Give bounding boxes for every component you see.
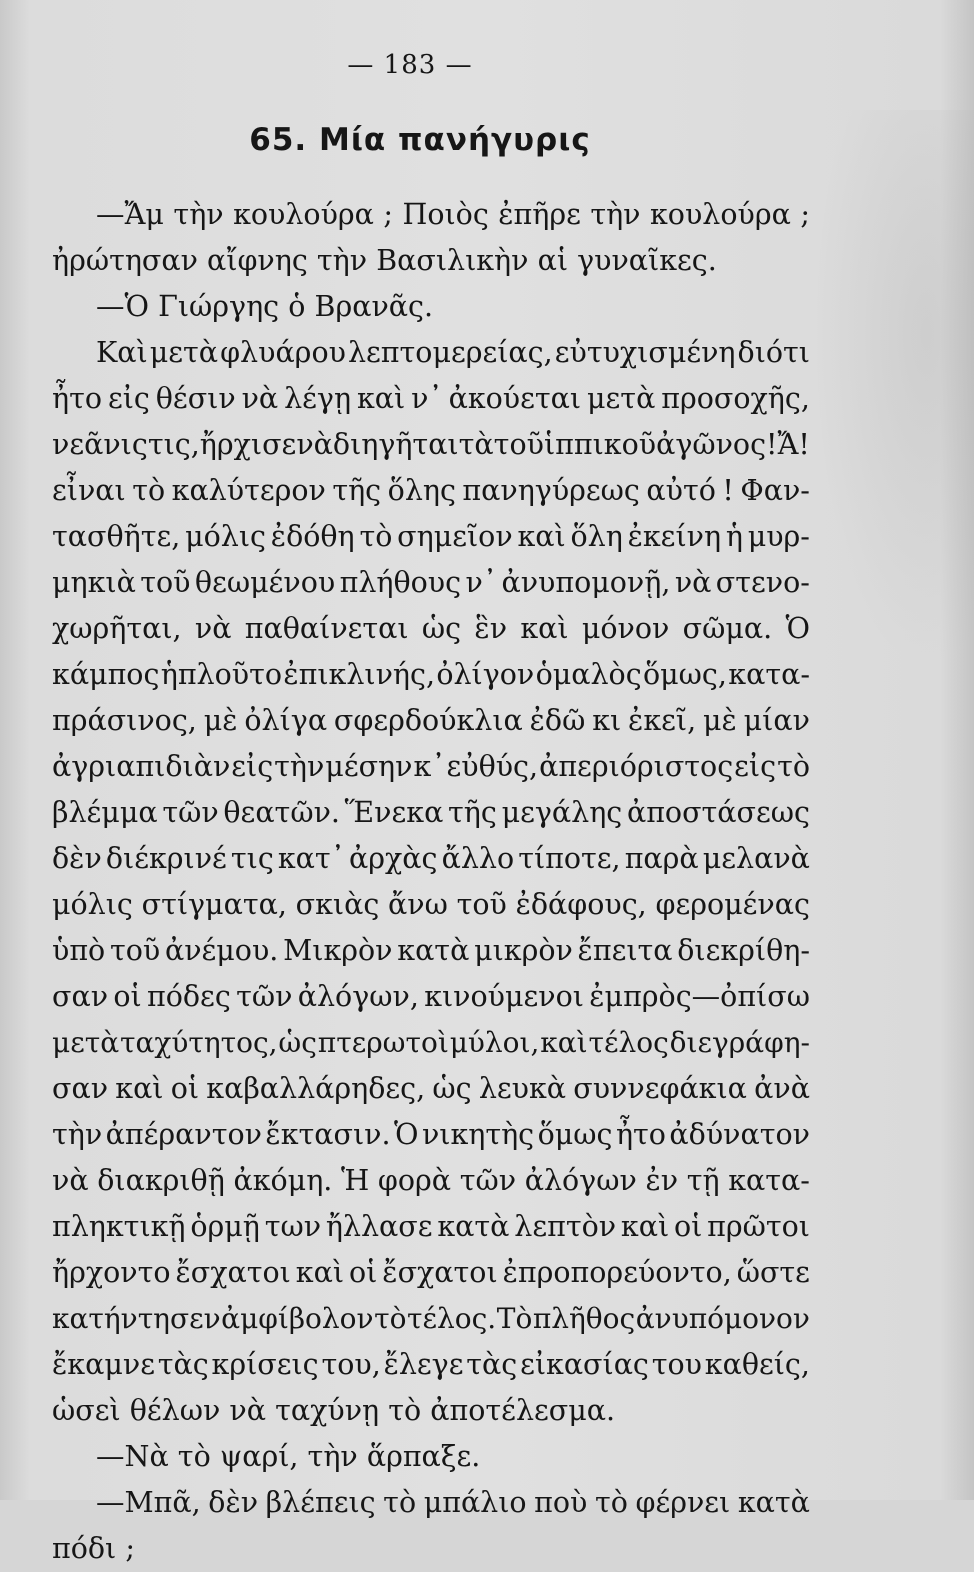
- text-line: ἠρώτησαν αἴφνης τὴν Βασιλικὴν αἱ γυναῖκες.: [52, 244, 717, 277]
- text-line: νὰ διακριθῇ ἀκόμη. Ἡ φορὰ τῶν ἀλόγων ἐν τῇ κατα-: [52, 1164, 810, 1197]
- text-line: —Ἄμ τὴν κουλούρα ; Ποιὸς ἐπῆρε τὴν κουλούρα ;: [96, 198, 810, 231]
- text-line: τὴν ἀπέραντον ἔκτασιν. Ὁ νικητὴς ὅμως ἦτο ἀδύνατον: [52, 1118, 810, 1151]
- text-line: —Νὰ τὸ ψαρί, τὴν ἅρπαξε.: [96, 1440, 481, 1473]
- text-line: ἦτο εἰς θέσιν νὰ λέγῃ καὶ ν᾽ ἀκούεται μετὰ προσοχῆς,: [52, 382, 810, 415]
- body-text: [52, 192, 810, 1572]
- text-line: πόδι ;: [52, 1532, 135, 1565]
- text-line: ἀγριαπιδιὰν εἰς τὴν μέσην κ᾽ εὐθύς, ἀπεριόριστος εἰς τὸ: [52, 750, 810, 783]
- text-line: πράσινος, μὲ ὀλίγα σφερδούκλια ἐδῶ κι ἐκεῖ, μὲ μίαν: [52, 704, 810, 737]
- text-line: πληκτικῇ ὁρμῇ των ἤλλασε κατὰ λεπτὸν καὶ οἱ πρῶτοι: [52, 1210, 810, 1243]
- text-line: σαν καὶ οἱ καβαλλάρηδες, ὡς λευκὰ συννεφάκια ἀνὰ: [52, 1072, 810, 1105]
- text-line: ὑπὸ τοῦ ἀνέμου. Μικρὸν κατὰ μικρὸν ἔπειτα διεκρίθη-: [52, 934, 810, 967]
- text-line: ὡσεὶ θέλων νὰ ταχύνῃ τὸ ἀποτέλεσμα.: [52, 1394, 616, 1427]
- chapter-title: 65. Μία πανήγυρις: [249, 122, 591, 158]
- text-line: —Μπᾶ, δὲν βλέπεις τὸ μπάλιο ποὺ τὸ φέρνει κατὰ: [96, 1486, 810, 1519]
- text-line: ἔκαμνε τὰς κρίσεις του, ἔλεγε τὰς εἰκασίας του καθείς,: [52, 1348, 810, 1381]
- text-line: —Ὁ Γιώργης ὁ Βρανᾶς.: [96, 290, 434, 323]
- page-number: — 183 —: [347, 50, 473, 80]
- text-line: μόλις στίγματα, σκιὰς ἄνω τοῦ ἐδάφους, φερομένας: [52, 888, 810, 921]
- text-line: μηκιὰ τοῦ θεωμένου πλήθους ν᾽ ἀνυπομονῇ, νὰ στενο-: [52, 566, 810, 599]
- show-through-shadow: [814, 110, 974, 670]
- text-line: δὲν διέκρινέ τις κατ᾽ ἀρχὰς ἄλλο τίποτε, παρὰ μελανὰ: [52, 842, 810, 875]
- text-line: κατήντησεν ἀμφίβολον τὸ τέλος. Τὸ πλῆθος ἀνυπόμονον: [52, 1302, 810, 1335]
- text-line: κάμπος ἡπλοῦτο ἐπικλινής, ὀλίγον ὁμαλὸς ὅμως, κατα-: [52, 658, 810, 691]
- text-line: μετὰ ταχύτητος, ὡς πτερωτοὶ μύλοι, καὶ τέλος διεγράφη-: [52, 1026, 810, 1059]
- text-line: τασθῆτε, μόλις ἐδόθη τὸ σημεῖον καὶ ὅλη ἐκείνη ἡ μυρ-: [52, 520, 810, 553]
- text-line: χωρῆται, νὰ παθαίνεται ὡς ἓν καὶ μόνον σῶμα. Ὁ: [52, 612, 810, 645]
- text-line: βλέμμα τῶν θεατῶν. Ἕνεκα τῆς μεγάλης ἀποστάσεως: [52, 796, 810, 829]
- text-line: σαν οἱ πόδες τῶν ἀλόγων, κινούμενοι ἐμπρὸς—ὀπίσω: [52, 980, 810, 1013]
- text-line: Καὶ μετὰ φλυάρου λεπτομερείας, εὐτυχισμένη διότι: [96, 336, 810, 369]
- text-line: νεᾶνις τις,ἤρχισε νὰ διηγῆται τὰ τοῦ ἱππικοῦ ἀγῶνος! Ἄ!: [52, 428, 810, 461]
- text-line: εἶναι τὸ καλύτερον τῆς ὅλης πανηγύρεως αὐτό ! Φαν-: [52, 474, 810, 507]
- text-line: ἤρχοντο ἔσχατοι καὶ οἱ ἔσχατοι ἐπροπορεύοντο, ὥστε: [52, 1256, 810, 1289]
